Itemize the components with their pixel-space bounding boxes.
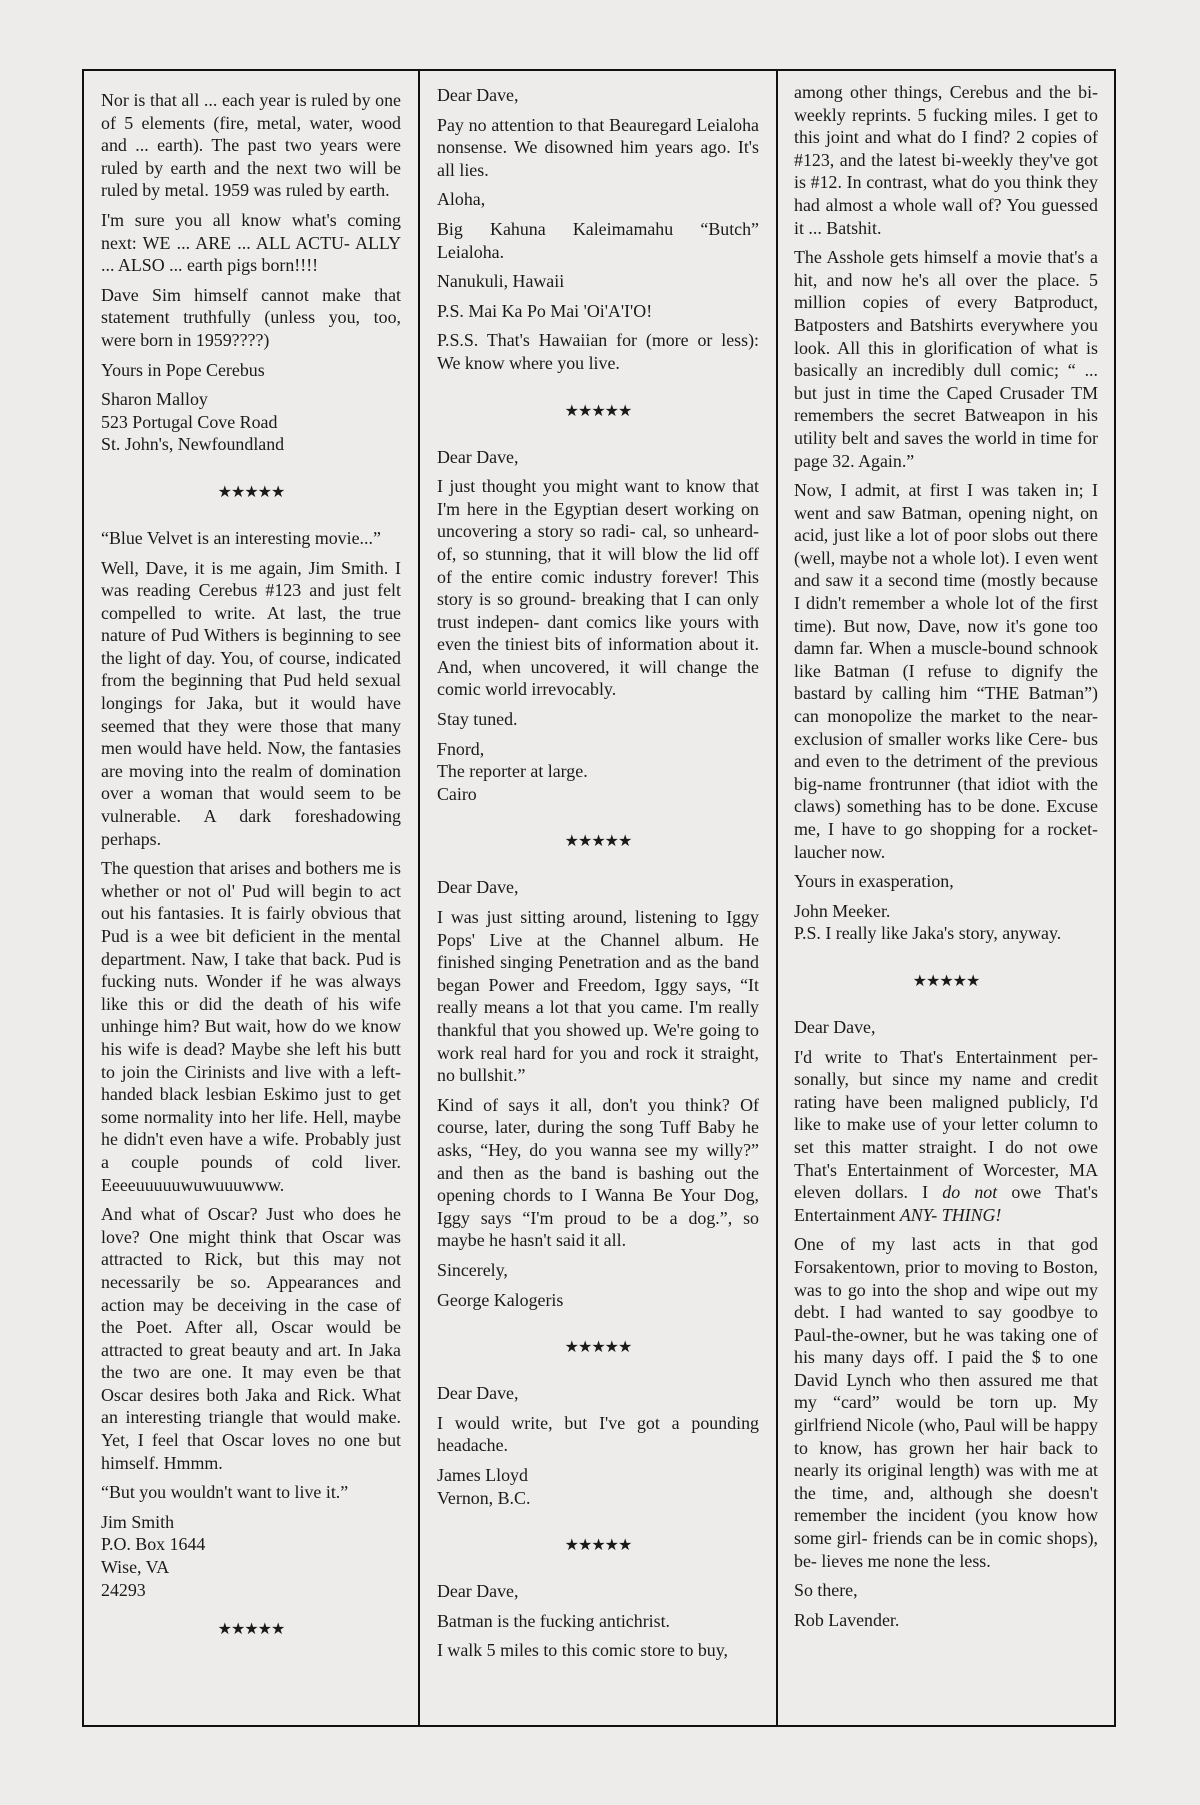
letter-paragraph: And what of Oscar? Just who does he love? One might think that Oscar was attracted to Rick, but this may not necessarily be so. Appearances and action may be deceiving in the case of the Poet. After all, Oscar would be attracted to great beauty and art. In Jaka the two are one. It may even be that Oscar desires both Jaka and Rick. What an interesting triangle that would make. Yet, I feel that Oscar loves no one but himself. Hmmm. — [101, 1204, 401, 1473]
signature-address: St. John's, Newfoundland — [101, 434, 285, 455]
signature-address: 523 Portugal Cove Road — [101, 411, 278, 432]
column-2 — [420, 71, 778, 1725]
letter-paragraph: One of my last acts in that god Forsakentown, prior to moving to Boston, was to go into the shop and wipe out my debt. I had wanted to say goodbye to Paul-the-owner, but he was taking one of his many days off. I paid the $ to one David Lynch who then assured me that my “card” would be torn up. My girlfriend Nicole (who, Paul will be happy to know, has grown her hair back to nearly its original length) was with me at the time, and, although she doesn't remember the incident (you know how some girl- friends can be in comic shops), be- lieves me none the less. — [794, 1234, 1098, 1571]
stars-separator: ★★★★★ — [564, 831, 632, 851]
letter-paragraph: I would write, but I've got a pounding headache. — [437, 1412, 759, 1456]
signature-name: Sharon Malloy — [101, 389, 208, 410]
stars-separator: ★★★★★ — [912, 970, 980, 990]
signature-address: P.O. Box 1644 — [101, 1534, 206, 1555]
letter-greeting: Dear Dave, — [437, 446, 519, 467]
emphasis-text: ANY- THING! — [899, 1204, 1002, 1225]
letter-paragraph — [794, 1046, 1098, 1227]
column-1 — [84, 71, 420, 1725]
letter-paragraph: Stay tuned. — [437, 709, 518, 730]
signature-address: Wise, VA — [101, 1557, 170, 1578]
letter-quote: “Blue Velvet is an interesting movie...” — [101, 527, 381, 548]
signature-name: Jim Smith — [101, 1511, 175, 1532]
signature-name: John Meeker. — [794, 900, 891, 921]
letter-greeting: Dear Dave, — [794, 1016, 876, 1037]
paragraph-text: I'd write to That's Entertainment per- sonally, but since my name and credit rating have been maligned publicly, I'd like to make use of your letter column to set this matter straight. I do not owe That's Entertainment of Worcester, MA eleven dollars. I — [794, 1046, 1098, 1203]
letter-paragraph: Dave Sim himself cannot make that statement truthfully (unless you, too, were born in 1959????) — [101, 284, 401, 350]
column-3 — [778, 71, 1114, 1725]
paragraph-text: owe That's Entertainment — [794, 1182, 1098, 1225]
letter-greeting: Dear Dave, — [437, 1383, 519, 1404]
letter-paragraph: Well, Dave, it is me again, Jim Smith. I was reading Cerebus #123 and just felt compelled to write. At last, the true nature of Pud Withers is beginning to see the light of day. You, of course, indicated from the beginning that Pud held sexual longings for Jaka, but it would have seemed that they were those that many men would have held. Now, the fantasies are moving into the realm of domination over a woman that would seem to be vulnerable. A dark foreshadowing perhaps. — [101, 557, 401, 849]
letter-paragraph: I'm sure you all know what's coming next: WE ... ARE ... ALL ACTU- ALLY ... ALSO ... earth pigs born!!!! — [101, 209, 401, 276]
letter-paragraph: I walk 5 miles to this comic store to buy, — [437, 1640, 729, 1661]
letters-frame — [82, 69, 1116, 1727]
stars-separator: ★★★★★ — [217, 481, 285, 501]
letter-paragraph: Pay no attention to that Beauregard Leialoha nonsense. We disowned him years ago. It's all lies. — [437, 114, 759, 180]
letter-closing: Yours in Pope Cerebus — [101, 359, 265, 380]
letter-paragraph: Nor is that all ... each year is ruled by one of 5 elements (fire, metal, water, wood and ... earth). The past two years were ruled by earth and the next two will be ruled by metal. 1959 was ruled by earth. — [101, 90, 401, 201]
stars-separator: ★★★★★ — [564, 1337, 632, 1357]
letter-closing: Fnord, — [437, 738, 485, 759]
letter-closing: So there, — [794, 1580, 858, 1601]
letter-paragraph: I just thought you might want to know that I'm here in the Egyptian desert working on uncovering a story so radi- cal, so unheard-of, so stunning, that it will blow the lid off of the entire comic industry forever! This story is so ground- breaking that I can only trust indepen- dant comics like yours with even the tiniest bits of information about it. And, when uncovered, it will change the comic world irrevocably. — [437, 476, 759, 700]
letter-postscript: P.S. Mai Ka Po Mai 'Oi'A'I'O! — [437, 300, 653, 321]
signature-address: 24293 — [101, 1579, 146, 1600]
letter-paragraph: Batman is the fucking antichrist. — [437, 1610, 671, 1631]
letter-greeting: Dear Dave, — [437, 85, 519, 105]
signature-name: Big Kahuna Kaleimamahu “Butch” Leialoha. — [437, 218, 759, 262]
signature-address: Vernon, B.C. — [437, 1487, 531, 1508]
letter-postscript: P.S.S. That's Hawaiian for (more or less): We know where you live. — [437, 330, 759, 373]
stars-separator: ★★★★★ — [564, 400, 632, 420]
signature-address: Cairo — [437, 783, 477, 804]
letter-postscript: P.S. I really like Jaka's story, anyway. — [794, 923, 1062, 944]
letter-closing: Aloha, — [437, 189, 486, 210]
signature-name: James Lloyd — [437, 1464, 528, 1485]
signature-name: George Kalogeris — [437, 1289, 564, 1310]
letter-quote: “But you wouldn't want to live it.” — [101, 1482, 349, 1503]
stars-separator: ★★★★★ — [564, 1535, 632, 1555]
letter-greeting: Dear Dave, — [437, 1581, 519, 1602]
signature-address: Nanukuli, Hawaii — [437, 271, 565, 292]
letter-greeting: Dear Dave, — [437, 877, 519, 898]
signature-name: Rob Lavender. — [794, 1609, 900, 1630]
letter-paragraph: I was just sitting around, listening to Iggy Pops' Live at the Channel album. He finished singing Penetration and as the band began Power and Freedom, Iggy says, “It really means a lot that you came. I'm really thankful that you showed up. We're going to work real hard for you and rock it straight, no bullshit.” — [437, 907, 759, 1086]
letter-closing: Yours in exasperation, — [794, 871, 954, 892]
letter-paragraph: Kind of says it all, don't you think? Of course, later, during the song Tuff Baby he asks, “Hey, do you wanna see my willy?” and then as the band is bashing out the opening chords to I Wanna Be Your Dog, Iggy says “I'm proud to be a dog.”, so maybe he hasn't said it all. — [437, 1094, 759, 1251]
emphasis-text: do not — [942, 1182, 998, 1203]
letter-closing: Sincerely, — [437, 1259, 508, 1280]
stars-separator: ★★★★★ — [217, 1619, 285, 1639]
letter-paragraph: The question that arises and bothers me is whether or not ol' Pud will begin to act out his fantasies. It is fairly obvious that Pud is a wee bit deficient in the mental department. Naw, I take that back. Pud is fucking nuts. Wonder if he was always like this or did the death of his wife unhinge him? But wait, how do we know his wife is dead? Maybe she left his butt to join the Cirinists and live with a left-handed black lesbian Eskimo just to get some normality into her life. Hell, maybe he didn't even have a wife. Probably just a couple pounds of cold liver. Eeeeuuuuuwuwuuuwww. — [101, 858, 401, 1195]
letter-paragraph: among other things, Cerebus and the bi-weekly reprints. 5 fucking miles. I get to this joint and what do I find? 2 copies of #123, and the latest bi-weekly they've got is #12. In contrast, what do you think they had almost a whole wall of? You guessed it ... Batshit. — [794, 82, 1098, 238]
letter-paragraph: The Asshole gets himself a movie that's a hit, and now he's all over the place. 5 million copies of every Batproduct, Batposters and Batshirts everywhere you look. All this in glorification of what is basically an incredibly dull comic; “ ... but just in time the Caped Crusader TM remembers the secret Batweapon in his utility belt and saves the world in time for page 32. Again.” — [794, 247, 1098, 471]
letter-paragraph: Now, I admit, at first I was taken in; I went and saw Batman, opening night, on acid, just like a lot of poor slobs out there (well, maybe not a whole lot). I even went and saw it a second time (mostly because I didn't remember a whole lot of the first time). But now, Dave, now it's gone too damn far. When a muscle-bound schnook like Batman (I refuse to dignify the bastard by calling him “THE Batman”) can monopolize the market to the near- exclusion of smaller works like Cere- bus and even to the detriment of the previous big-name frontrunner (that idiot with the claws) something has to be done. Excuse me, I have to go shopping for a rocket-laucher now. — [794, 480, 1098, 862]
signature-name: The reporter at large. — [437, 761, 588, 782]
